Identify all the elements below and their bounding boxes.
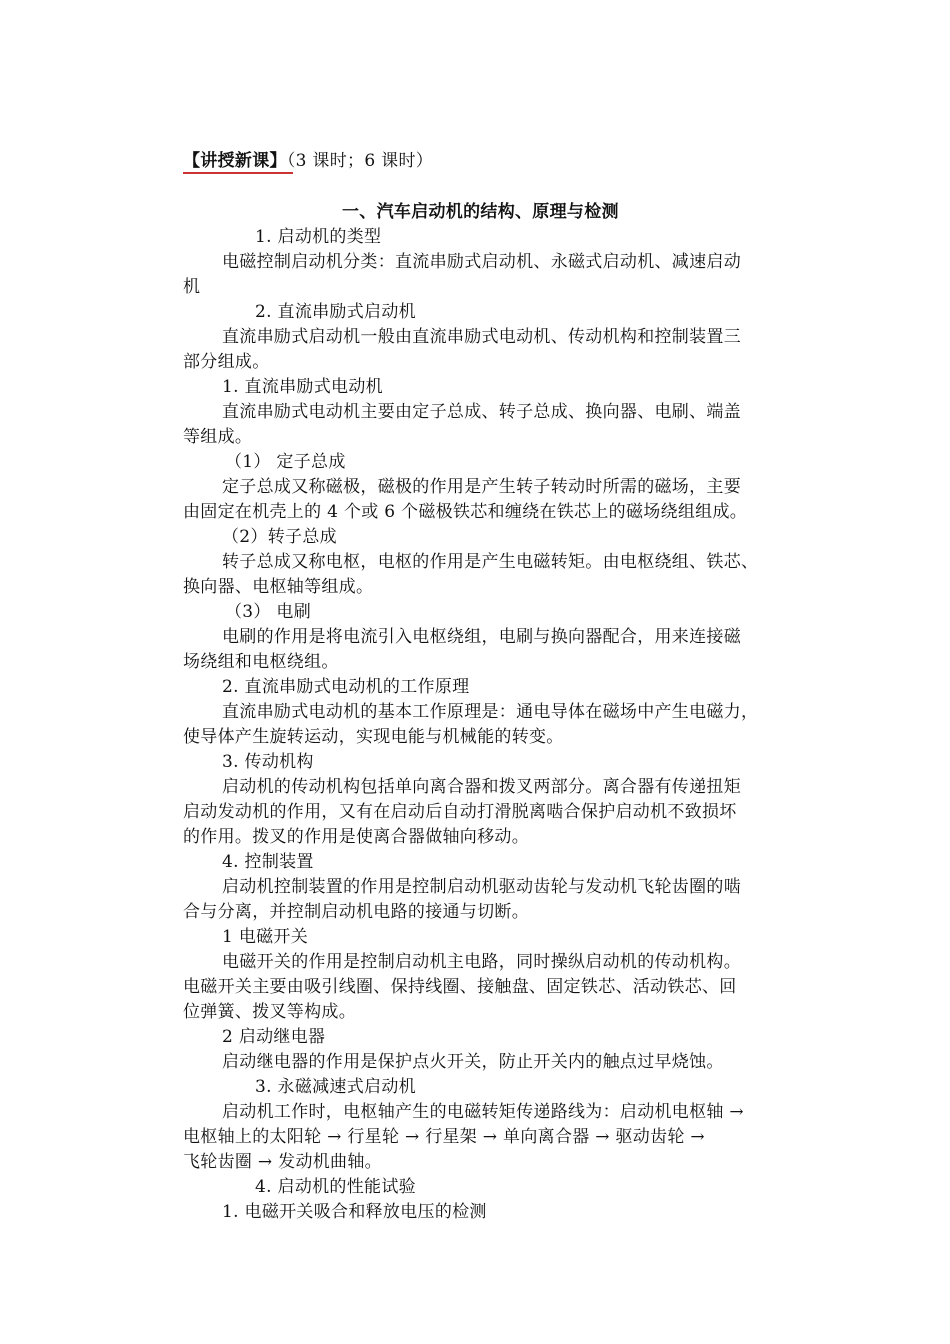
line-25: 的作用。拨叉的作用是使离合器做轴向移动。: [183, 827, 529, 847]
header-underline: [183, 172, 293, 174]
header-label: 【讲授新课】: [183, 151, 287, 171]
line-17: 电刷的作用是将电流引入电枢绕组，电刷与换向器配合，用来连接磁: [222, 627, 741, 647]
line-9: 等组成。: [183, 427, 253, 447]
line-12: 由固定在机壳上的 4 个或 6 个磁极铁芯和缠绕在铁芯上的磁场绕组组成。: [183, 502, 748, 522]
header-line: [183, 149, 433, 173]
line-38: 飞轮齿圈 → 发动机曲轴。: [183, 1152, 382, 1172]
line-39: 4. 启动机的性能试验: [255, 1177, 416, 1197]
line-7: 1. 直流串励式电动机: [222, 377, 383, 397]
line-24: 启动发动机的作用，又有在启动后自动打滑脱离啮合保护启动机不致损坏: [183, 802, 737, 822]
line-34: 启动继电器的作用是保护点火开关，防止开关内的触点过早烧蚀。: [222, 1052, 724, 1072]
line-36: 启动机工作时，电枢轴产生的电磁转矩传递路线为：启动机电枢轴 →: [222, 1102, 744, 1122]
line-4: 2. 直流串励式启动机: [255, 302, 416, 322]
line-37: 电枢轴上的太阳轮 → 行星轮 → 行星架 → 单向离合器 → 驱动齿轮 →: [183, 1127, 705, 1147]
line-21: 使导体产生旋转运动，实现电能与机械能的转变。: [183, 727, 564, 747]
line-15: 换向器、电枢轴等组成。: [183, 577, 374, 597]
line-10: （1） 定子总成: [225, 452, 346, 472]
line-33: 2 启动继电器: [222, 1027, 326, 1047]
line-29: 1 电磁开关: [222, 927, 309, 947]
line-2: 电磁控制启动机分类：直流串励式启动机、永磁式启动机、减速启动: [222, 252, 741, 272]
line-5: 直流串励式启动机一般由直流串励式电动机、传动机构和控制装置三: [222, 327, 741, 347]
line-20: 直流串励式电动机的基本工作原理是：通电导体在磁场中产生电磁力，: [222, 702, 759, 722]
line-18: 场绕组和电枢绕组。: [183, 652, 339, 672]
section-title: 一、汽车启动机的结构、原理与检测: [342, 202, 619, 222]
line-27: 启动机控制装置的作用是控制启动机驱动齿轮与发动机飞轮齿圈的啮: [222, 877, 741, 897]
line-32: 位弹簧、拨叉等构成。: [183, 1002, 356, 1022]
line-40: 1. 电磁开关吸合和释放电压的检测: [222, 1202, 487, 1222]
line-8: 直流串励式电动机主要由定子总成、转子总成、换向器、电刷、端盖: [222, 402, 741, 422]
header-hours: （3 课时；6 课时）: [286, 151, 434, 171]
line-30: 电磁开关的作用是控制启动机主电路，同时操纵启动机的传动机构。: [222, 952, 741, 972]
line-11: 定子总成又称磁极，磁极的作用是产生转子转动时所需的磁场，主要: [222, 477, 741, 497]
line-23: 启动机的传动机构包括单向离合器和拨叉两部分。离合器有传递扭矩: [222, 777, 741, 797]
line-35: 3. 永磁减速式启动机: [255, 1077, 416, 1097]
line-28: 合与分离，并控制启动机电路的接通与切断。: [183, 902, 529, 922]
line-6: 部分组成。: [183, 352, 270, 372]
line-26: 4. 控制装置: [222, 852, 314, 872]
line-3: 机: [183, 277, 201, 297]
line-16: （3） 电刷: [225, 602, 312, 622]
line-31: 电磁开关主要由吸引线圈、保持线圈、接触盘、固定铁芯、活动铁芯、回: [183, 977, 737, 997]
line-14: 转子总成又称电枢，电枢的作用是产生电磁转矩。由电枢绕组、铁芯、: [222, 552, 759, 572]
line-22: 3. 传动机构: [222, 752, 314, 772]
line-13: （2）转子总成: [222, 527, 337, 547]
line-19: 2. 直流串励式电动机的工作原理: [222, 677, 470, 697]
line-1: 1. 启动机的类型: [255, 227, 382, 247]
